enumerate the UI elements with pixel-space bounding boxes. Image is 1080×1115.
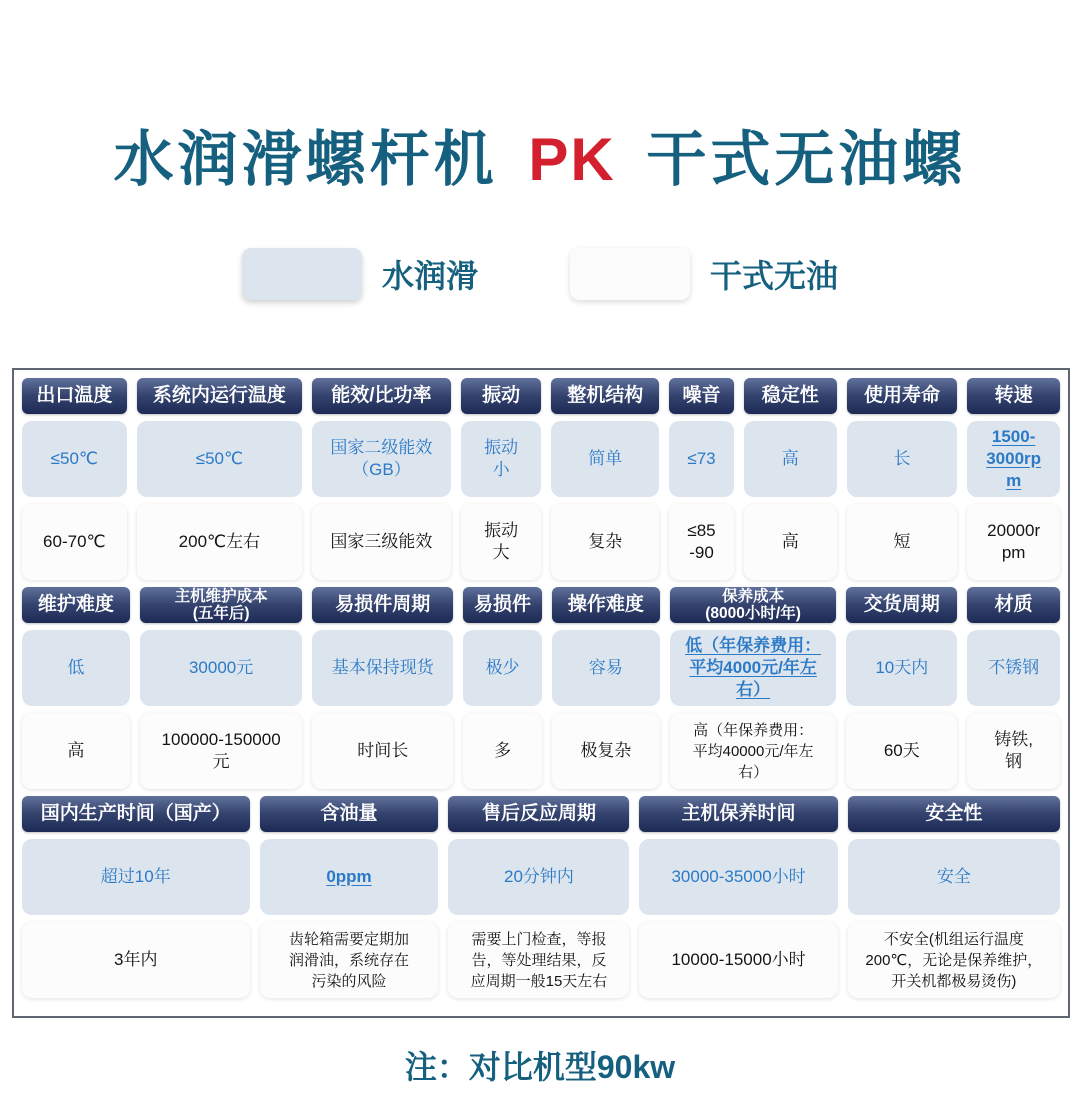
column-header: 国内生产时间（国产）	[22, 796, 250, 832]
group-1-dry-row	[22, 504, 1060, 580]
dry-cell: 需要上门检查，等报 告，等处理结果，反 应周期一般15天左右	[448, 922, 629, 998]
water-cell: ≤73	[669, 421, 734, 497]
water-cell: ≤50℃	[22, 421, 127, 497]
column-header: 主机维护成本 (五年后)	[140, 587, 303, 623]
column-header: 易损件	[463, 587, 542, 623]
water-cell: 国家二级能效 （GB）	[312, 421, 451, 497]
dry-cell: 高	[744, 504, 837, 580]
dry-swatch	[570, 248, 690, 300]
group-3-header-row	[22, 796, 1060, 832]
legend-item-water	[242, 248, 478, 300]
dry-cell: 高（年保养费用： 平均40000元/年左 右）	[670, 713, 837, 789]
dry-cell: 齿轮箱需要定期加 润滑油，系统存在 污染的风险	[260, 922, 439, 998]
dry-cell: 10000-15000小时	[639, 922, 837, 998]
water-cell: 容易	[552, 630, 660, 706]
dry-cell: 200℃左右	[137, 504, 302, 580]
column-header: 使用寿命	[847, 378, 958, 414]
dry-legend-label: 干式无油	[710, 258, 839, 294]
water-cell: 0ppm	[260, 839, 439, 915]
water-cell: 超过10年	[22, 839, 250, 915]
water-cell: 20分钟内	[448, 839, 629, 915]
water-swatch	[242, 248, 362, 300]
dry-cell: 复杂	[551, 504, 659, 580]
column-header: 噪音	[669, 378, 734, 414]
column-header: 操作难度	[552, 587, 660, 623]
column-header: 转速	[967, 378, 1060, 414]
dry-cell: 60天	[846, 713, 957, 789]
water-cell: 10天内	[846, 630, 957, 706]
dry-cell: ≤85 -90	[669, 504, 734, 580]
column-header: 安全性	[848, 796, 1060, 832]
water-cell: 安全	[848, 839, 1060, 915]
column-header: 振动	[461, 378, 542, 414]
column-header: 整机结构	[551, 378, 659, 414]
water-cell: 长	[847, 421, 958, 497]
column-header: 维护难度	[22, 587, 130, 623]
water-cell: 30000-35000小时	[639, 839, 837, 915]
page-title	[0, 112, 1080, 198]
column-header: 保养成本 (8000小时/年)	[670, 587, 837, 623]
water-cell: 30000元	[140, 630, 303, 706]
dry-cell: 不安全(机组运行温度 200℃，无论是保养维护， 开关机都极易烫伤)	[848, 922, 1060, 998]
group-3-dry-row	[22, 922, 1060, 998]
water-cell: 不锈钢	[967, 630, 1060, 706]
dry-cell: 多	[463, 713, 542, 789]
water-cell: 高	[744, 421, 837, 497]
column-header: 能效/比功率	[312, 378, 451, 414]
legend	[0, 248, 1080, 300]
column-header: 主机保养时间	[639, 796, 837, 832]
dry-cell: 国家三级能效	[312, 504, 451, 580]
dry-cell: 3年内	[22, 922, 250, 998]
water-cell: 极少	[463, 630, 542, 706]
dry-cell: 100000-150000 元	[140, 713, 303, 789]
dry-cell: 20000r pm	[967, 504, 1060, 580]
column-header: 材质	[967, 587, 1060, 623]
legend-item-dry	[570, 248, 838, 300]
column-header: 易损件周期	[312, 587, 453, 623]
dry-cell: 短	[847, 504, 958, 580]
dry-cell: 高	[22, 713, 130, 789]
group-3-water-row	[22, 839, 1060, 915]
comparison-table	[12, 368, 1070, 1018]
group-2-header-row	[22, 587, 1060, 623]
dry-cell: 60-70℃	[22, 504, 127, 580]
dry-cell: 时间长	[312, 713, 453, 789]
column-header: 含油量	[260, 796, 439, 832]
title-pk: PK	[528, 126, 616, 193]
column-header: 稳定性	[744, 378, 837, 414]
water-cell: 低	[22, 630, 130, 706]
column-header: 系统内运行温度	[137, 378, 302, 414]
water-cell: ≤50℃	[137, 421, 302, 497]
column-header: 交货周期	[846, 587, 957, 623]
water-cell: 基本保持现货	[312, 630, 453, 706]
group-1-header-row	[22, 378, 1060, 414]
title-right: 干式无油螺	[646, 126, 967, 193]
group-2-dry-row	[22, 713, 1060, 789]
title-left: 水润滑螺杆机	[113, 126, 498, 193]
water-cell: 低（年保养费用： 平均4000元/年左 右）	[670, 630, 837, 706]
dry-cell: 振动 大	[461, 504, 542, 580]
water-legend-label: 水润滑	[381, 258, 478, 294]
group-2-water-row	[22, 630, 1060, 706]
column-header: 出口温度	[22, 378, 127, 414]
dry-cell: 极复杂	[552, 713, 660, 789]
dry-cell: 铸铁, 钢	[967, 713, 1060, 789]
group-1-water-row	[22, 421, 1060, 497]
water-cell: 1500- 3000rp m	[967, 421, 1060, 497]
footnote: 注：对比机型90kw	[404, 1049, 676, 1085]
water-cell: 振动 小	[461, 421, 542, 497]
water-cell: 简单	[551, 421, 659, 497]
column-header: 售后反应周期	[448, 796, 629, 832]
